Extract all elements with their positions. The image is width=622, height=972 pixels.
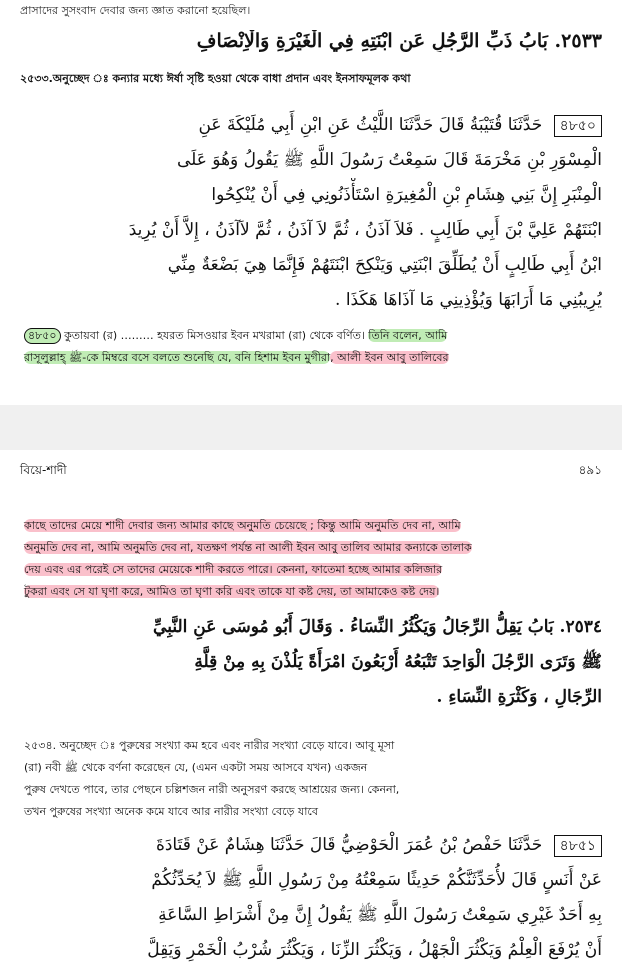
highlighted-line <box>20 515 605 537</box>
running-header: বিয়ে-শাদী <box>20 463 67 477</box>
hadith-arabic-text <box>22 828 602 968</box>
highlight-pink: অনুমতি দেব না, আমি অনুমতি দেব না, যতক্ষণ পর্যন্ত না আলী ইবন আবু তালিব আমার কন্যাকে তালাক <box>24 541 472 554</box>
translation-number-box: ৪৮৫০ <box>24 328 61 344</box>
arabic-line: ابْنَتَهُمْ عَلِيَّ بْنَ أَبِي طَالِبٍ . فَلاَ آذَنُ ، ثُمَّ لاَ آذَنُ ، ثُمَّ لاَآذَنُ ، إِلاَّ أَنْ يُرِيدَ <box>128 220 602 240</box>
arabic-line: ٢٥٣٤. بَابُ يَقِلُّ الرِّجَالُ وَيَكْثُرُ النِّسَاءُ . وَقَالَ أَبُو مُوسَى عَنِ النَّبِيِّ <box>153 617 602 637</box>
highlight-pink: দেয় এবং এর পরেই সে তাদের মেয়েকে শাদী করতে পারে। কেননা, ফাতেমা হচ্ছে আমার কলিজার <box>24 563 443 576</box>
arabic-line: الْمِنْبَرِ إِنَّ بَنِي هِشَامِ بْنِ الْمُغِيرَةِ اسْتَأْذَنُونِي فِي أَنْ يُنْكِحُوا <box>211 185 602 205</box>
highlight-pink: , আলী ইবন আবু তালিবের <box>330 351 449 364</box>
hadith-number-box: ৪৮৫০ <box>554 115 602 137</box>
bangla-line: (রা) নবী ﷺ থেকে বর্ণনা করেছেন যে, (এমন একটা সময় আসবে যখন) একজন <box>24 761 368 774</box>
hadith-translation <box>20 325 605 369</box>
highlighted-line <box>20 537 605 559</box>
bangla-line: তখন পুরুষের সংখ্যা অনেক কমে যাবে আর নারীর সংখ্যা বেড়ে যাবে <box>24 805 318 818</box>
highlight-pink: টুকরা এবং সে যা ঘৃণা করে, আমিও তা ঘৃণা করি এবং তাকে যা কষ্ট দেয়, তা আমাকেও কষ্ট দেয়। <box>24 585 440 598</box>
arabic-line: ﷺ وَتَرَى الرَّجُلَ الْوَاحِدَ تَتْبَعُهُ أَرْبَعُونَ امْرَأَةً يَلُذْنَ بِهِ مِنْ قِلَّةِ <box>194 652 602 672</box>
translation-text: কুতায়বা (র) ……… হযরত মিসওয়ার ইবন মখরামা (রা) থেকে বর্ণিত। <box>64 329 369 342</box>
translation-line <box>20 347 605 369</box>
chapter-heading-arabic: ٢٥٣٣. بَابُ ذَبِّ الرَّجُلِ عَنِ ابْنَتِهِ فِي الْغَيْرَةِ وَالْاِنْصَافِ <box>196 30 602 52</box>
bangla-line: ২৫৩৪. অনুচ্ছেদ ঃ পুরুষের সংখ্যা কম হবে এবং নারীর সংখ্যা বেড়ে যাবে। আবূ মূসা <box>24 739 395 752</box>
hadith-translation-continued <box>20 515 605 603</box>
arabic-line <box>22 108 602 143</box>
arabic-line <box>22 828 602 863</box>
arabic-line: أَنْ يُرْفَعَ الْعِلْمُ وَيَكْثُرَ الْجَهْلُ ، وَيَكْثُرَ الزِّنَا ، وَيَكْثُرَ شُرْبُ الْخَمْرِ وَيَقِلَّ <box>147 940 602 960</box>
highlighted-line <box>20 559 605 581</box>
translation-line <box>20 325 605 347</box>
highlight-pink: কাছে তাদের মেয়ে শাদী দেবার জন্য আমার কাছে অনুমতি চেয়েছে ; কিন্তু আমি অনুমতি দেব না, আমি <box>24 519 461 532</box>
arabic-line-text: حَدَّثَنَا حَفْصُ بْنُ عُمَرَ الْحَوْضِيُّ قَالَ حَدَّثَنَا هِشَامٌ عَنْ قَتَادَةَ <box>155 835 543 855</box>
arabic-line: الرِّجَالِ ، وَكَثْرَةِ النِّسَاءِ . <box>436 687 602 707</box>
chapter-heading-arabic <box>22 610 602 715</box>
hadith-arabic-text <box>22 108 602 318</box>
chapter-heading-bangla <box>20 735 605 823</box>
arabic-line: يُرِيبُنِي مَا أَرَابَهَا وَيُؤْذِينِي مَا آذَاهَا هَكَذَا . <box>335 290 602 310</box>
highlighted-line <box>20 581 605 603</box>
page-bottom <box>0 450 622 972</box>
page-number: ৪৯১ <box>578 463 602 477</box>
highlight-green: তিনি বলেন, আমি <box>368 329 448 342</box>
bangla-line: পুরুষ দেখতে পাবে, তার পেছনে চল্লিশজন নারী অনুসরণ করছে আশ্রয়ের জন্য। কেননা, <box>24 783 400 796</box>
arabic-line: الْمِسْوَرِ بْنِ مَخْرَمَةَ قَالَ سَمِعْتُ رَسُولَ اللَّهِ ﷺ يَقُولُ وَهُوَ عَلَى <box>176 150 602 170</box>
arabic-line: عَنْ أَنَسٍ قَالَ لأُحَدِّثَنَّكُمْ حَدِيثًا سَمِعْتُهُ مِنْ رَسُولِ اللَّهِ ﷺ لاَ يُحَدِّثُكُمْ <box>151 870 602 890</box>
arabic-line: بِهِ أَحَدٌ غَيْرِي سَمِعْتُ رَسُولَ اللَّهِ ﷺ يَقُولُ إِنَّ مِنْ أَشْرَاطِ السَّاعَةِ <box>158 905 602 925</box>
highlight-green: রাসূলুল্লাহ্ ﷺ-কে মিম্বরে বসে বলতে শুনেছি যে, বনি হিশাম ইবন মুগীরা <box>24 351 331 364</box>
arabic-line-text: حَدَّثَنَا قُتَيْبَةُ قَالَ حَدَّثَنَا اللَّيْثُ عَنِ ابْنِ أَبِي مُلَيْكَةَ عَنِ <box>198 115 543 135</box>
hadith-number-box: ৪৮৫১ <box>554 835 602 857</box>
previous-text-line: প্রাসাদের সুসংবাদ দেবার জন্য জ্ঞাত করানো হয়েছিল। <box>20 4 251 17</box>
page-top <box>0 0 622 405</box>
page-separator <box>0 405 622 450</box>
arabic-line: ابْنُ أَبِي طَالِبٍ أَنْ يُطَلِّقَ ابْنَتِي وَيَنْكِحَ ابْنَتَهُمْ فَإِنَّمَا هِيَ بَضْعَةٌ مِنِّي <box>167 255 602 275</box>
chapter-heading-bangla: ২৫৩৩.অনুচ্ছেদ ঃ কন্যার মধ্যে ঈর্ষা সৃষ্টি হওয়া থেকে বাধা প্রদান এবং ইনসাফমূলক কথা <box>20 72 411 85</box>
